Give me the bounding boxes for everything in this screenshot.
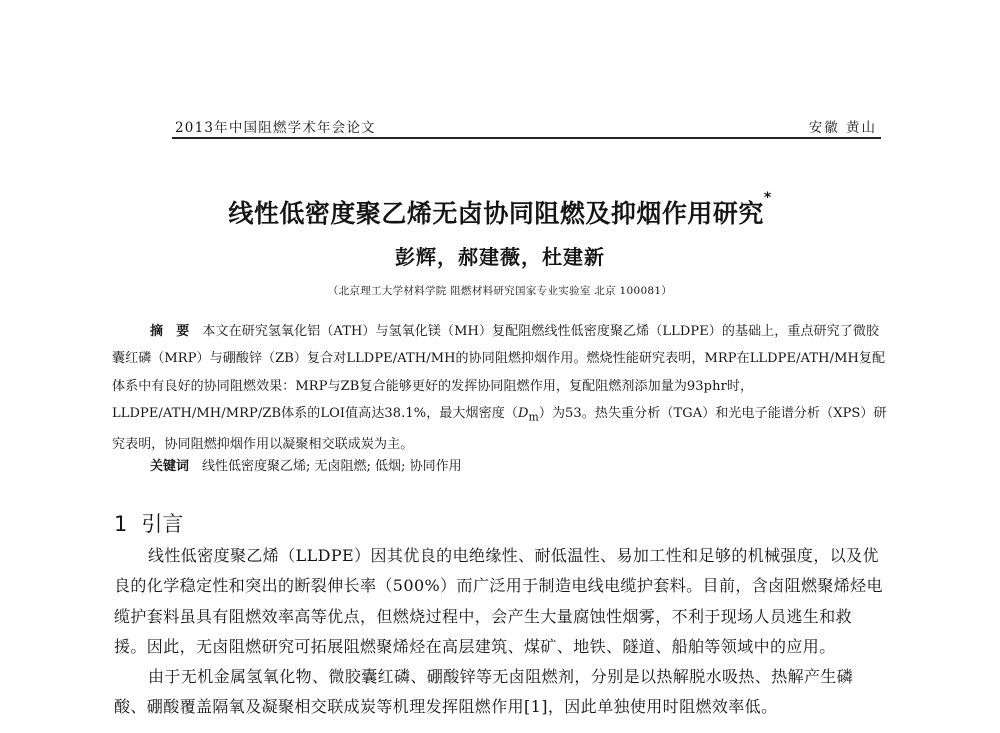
running-head-conference: 2013年中国阻燃学术年会论文 xyxy=(175,120,376,136)
abstract-text-part2: ）为53。热失重分析（TGA）和光电子能谱分析（XPS）研究表明，协同阻燃抑烟作用以凝聚相交联成炭为主。 xyxy=(112,406,887,453)
abstract-text-part1: 本文在研究氢氧化铝（ATH）与氢氧化镁（MH）复配阻燃线性低密度聚乙烯（LLDPE）的基础上，重点研究了微胶囊红磷（MRP）与硼酸锌（ZB）复合对LLDPE/ATH/MH的协同阻燃抑烟作用。燃烧性能研究表明，MRP在LLDPE/ATH/MH复配体系中有良好的协同阻燃效果：MRP与ZB复合能够更好的发挥协同阻燃作用，复配阻燃剂添加量为93phr时，LLDPE/ATH/MH/MRP/ZB体系的LOI值高达38.1%，最大烟密度（ xyxy=(112,324,886,422)
dm-symbol: D xyxy=(517,406,529,422)
body-paragraph-2: 由于无机金属氢氧化物、微胶囊红磷、硼酸锌等无卤阻燃剂，分别是以热解脱水吸热、热解产生磷酸、硼酸覆盖隔氧及凝聚相交联成炭等机理发挥阻燃作用[1]，因此单独使用时阻燃效率低。 xyxy=(114,667,854,717)
running-head-location: 安徽 黄山 xyxy=(808,120,877,136)
paper-title xyxy=(0,190,1000,230)
author-list: 彭辉，郝建薇，杜建新 xyxy=(395,245,605,269)
title-footnote-mark: * xyxy=(763,190,772,206)
body-paragraph-1: 线性低密度聚乙烯（LLDPE）因其优良的电绝缘性、耐低温性、易加工性和足够的机械强度，以及优良的化学稳定性和突出的断裂伸长率（500%）而广泛用于制造电线电缆护套料。目前，含卤阻燃聚烯烃电缆护套料虽具有阻燃效率高等优点，但燃烧过程中，会产生大量腐蚀性烟雾，不利于现场人员逃生和救援。因此，无卤阻燃研究可拓展阻燃聚烯烃在高层建筑、煤矿、地铁、隧道、船舶等领域中的应用。 xyxy=(114,546,883,656)
abstract-paragraph xyxy=(112,318,892,459)
body-text xyxy=(114,541,884,723)
keywords-text: 线性低密度聚乙烯; 无卤阻燃; 低烟; 协同作用 xyxy=(202,459,462,474)
paper-title-text: 线性低密度聚乙烯无卤协同阻燃及抑烟作用研究 xyxy=(228,199,764,228)
running-head xyxy=(172,116,881,136)
header-rule xyxy=(172,137,881,139)
abstract xyxy=(112,318,892,459)
abstract-label: 摘 要 xyxy=(150,324,190,339)
dm-subscript: m xyxy=(528,410,539,424)
section-number: 1 xyxy=(114,512,128,536)
keywords-label: 关键词 xyxy=(150,459,190,474)
section-title: 引言 xyxy=(141,512,184,536)
keywords xyxy=(150,455,462,474)
section-heading xyxy=(114,508,183,538)
affiliation: （北京理工大学材料学院 阻燃材料研究国家专业实验室 北京 100081） xyxy=(327,285,673,297)
